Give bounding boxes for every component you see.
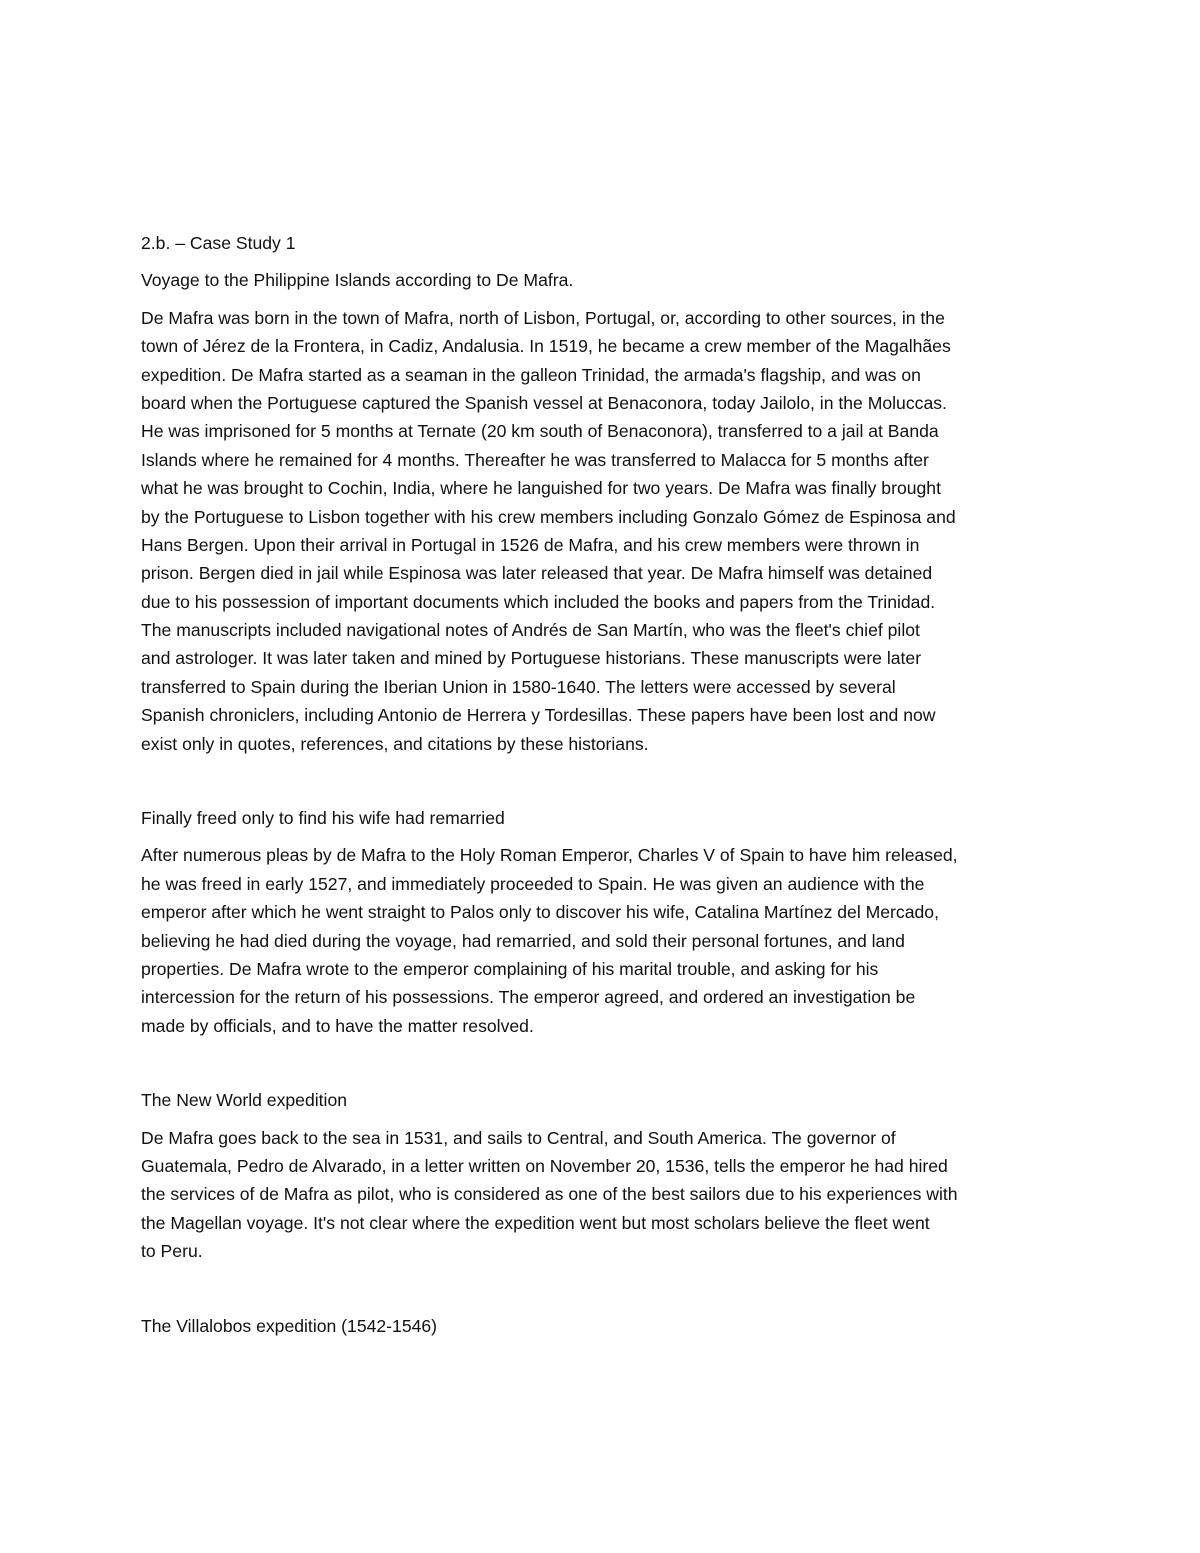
body-line: town of Jérez de la Frontera, in Cadiz, Andalusia. In 1519, he became a crew member of the Magalhães <box>141 336 951 357</box>
spacer <box>141 1040 1071 1086</box>
case-study-title: 2.b. – Case Study 1 <box>141 233 296 253</box>
section-new-world <box>141 1086 1071 1265</box>
document-subtitle: Voyage to the Philippine Islands according to De Mafra. <box>141 270 574 291</box>
body-line: transferred to Spain during the Iberian Union in 1580-1640. The letters were accessed by several <box>141 676 896 697</box>
body-line: properties. De Mafra wrote to the emperor complaining of his marital trouble, and asking for his <box>141 958 879 979</box>
body-line: expedition. De Mafra started as a seaman in the galleon Trinidad, the armada's flagship, and was on <box>141 364 921 385</box>
section-heading: The Villalobos expedition (1542-1546) <box>141 1315 438 1336</box>
spacer <box>141 832 1071 841</box>
section-heading: The New World expedition <box>141 1090 348 1111</box>
body-line: the Magellan voyage. It's not clear where the expedition went but most scholars believe the fleet went <box>141 1212 930 1233</box>
body-line: He was imprisoned for 5 months at Ternate (20 km south of Benaconora), transferred to a jail at Banda <box>141 421 939 442</box>
spacer <box>141 295 1071 304</box>
section-villalobos <box>141 1312 1071 1340</box>
body-line: the services of de Mafra as pilot, who is considered as one of the best sailors due to his experiences with <box>141 1184 958 1205</box>
body-line: what he was brought to Cochin, India, where he languished for two years. De Mafra was finally brought <box>141 478 941 499</box>
spacer <box>141 257 1071 266</box>
body-line: Spanish chroniclers, including Antonio de Herrera y Tordesillas. These papers have been lost and now <box>141 705 936 726</box>
body-line: exist only in quotes, references, and citations by these historians. <box>141 733 649 754</box>
body-line: Islands where he remained for 4 months. Thereafter he was transferred to Malacca for 5 months after <box>141 449 929 470</box>
spacer <box>141 1266 1071 1312</box>
body-line: After numerous pleas by de Mafra to the Holy Roman Emperor, Charles V of Spain to have him released, <box>141 845 958 866</box>
spacer <box>141 1115 1071 1124</box>
body-line: The manuscripts included navigational notes of Andrés de San Martín, who was the fleet's chief pilot <box>141 620 920 641</box>
section-freed <box>141 804 1071 1040</box>
body-line: Guatemala, Pedro de Alvarado, in a letter written on November 20, 1536, tells the emperor he had hired <box>141 1155 948 1176</box>
body-line: prison. Bergen died in jail while Espinosa was later released that year. De Mafra himself was detained <box>141 563 933 584</box>
body-line: made by officials, and to have the matter resolved. <box>141 1015 534 1036</box>
body-line: and astrologer. It was later taken and mined by Portuguese historians. These manuscripts were later <box>141 648 922 669</box>
body-line: due to his possession of important documents which included the books and papers from the Trinidad. <box>141 591 936 612</box>
body-line: by the Portuguese to Lisbon together with his crew members including Gonzalo Gómez de Espinosa and <box>141 506 956 527</box>
document-body <box>141 229 1071 1340</box>
body-line: De Mafra goes back to the sea in 1531, and sails to Central, and South America. The governor of <box>141 1127 896 1148</box>
body-line: to Peru. <box>141 1241 203 1262</box>
body-line: he was freed in early 1527, and immediately proceeded to Spain. He was given an audience with the <box>141 873 925 894</box>
body-line: De Mafra was born in the town of Mafra, north of Lisbon, Portugal, or, according to other sources, in the <box>141 307 945 328</box>
spacer <box>141 758 1071 804</box>
body-line: believing he had died during the voyage, had remarried, and sold their personal fortunes, and land <box>141 930 905 951</box>
body-line: Hans Bergen. Upon their arrival in Portugal in 1526 de Mafra, and his crew members were thrown in <box>141 534 920 555</box>
body-line: intercession for the return of his possessions. The emperor agreed, and ordered an investigation be <box>141 987 916 1008</box>
body-line: board when the Portuguese captured the Spanish vessel at Benaconora, today Jailolo, in the Moluccas. <box>141 392 947 413</box>
section-biography <box>141 304 1071 758</box>
body-line: emperor after which he went straight to Palos only to discover his wife, Catalina Martínez del Mercado, <box>141 902 939 923</box>
section-heading: Finally freed only to find his wife had remarried <box>141 808 505 829</box>
